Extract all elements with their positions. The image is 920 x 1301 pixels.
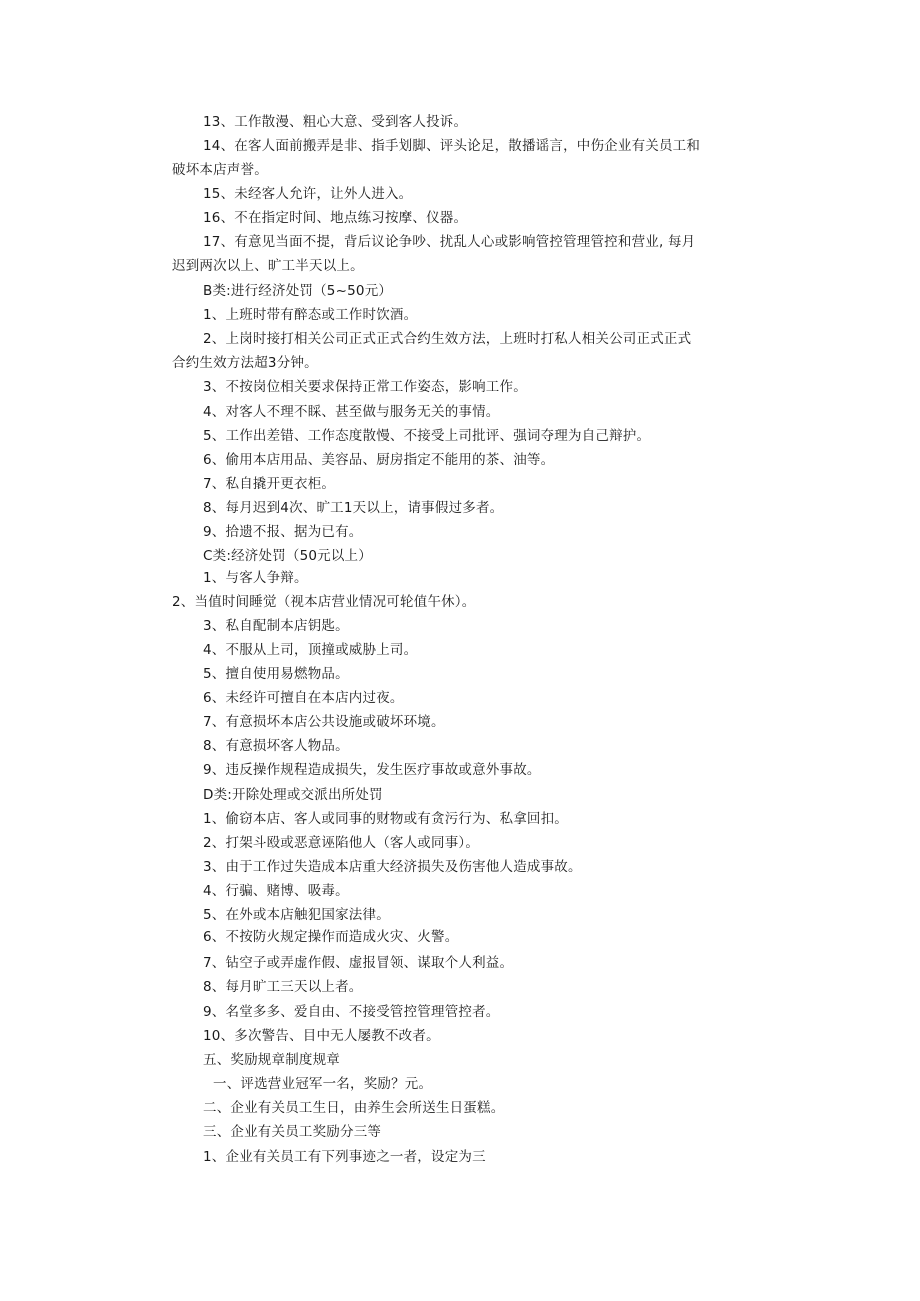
section-heading-c: C类:经济处罚（50元以上） [203,548,372,564]
list-item: 3、私自配制本店钥匙。 [203,618,349,634]
paragraph-line: 14、在客人面前搬弄是非、指手划脚、评头论足，散播谣言，中伤企业有关员工和 [203,138,701,154]
paragraph-line: 16、不在指定时间、地点练习按摩、仪器。 [203,210,468,226]
list-item-continuation: 合约生效方法超3分钟。 [172,355,318,371]
paragraph-line: 15、未经客人允许，让外人进入。 [203,186,413,202]
list-item: 4、不服从上司，顶撞或威胁上司。 [203,642,418,658]
list-item: 9、违反操作规程造成损失，发生医疗事故或意外事故。 [203,762,541,778]
list-item: 6、偷用本店用品、美容品、厨房指定不能用的茶、油等。 [203,452,555,468]
list-item: 2、上岗时接打相关公司正式正式合约生效方法，上班时打私人相关公司正式正式 [203,331,692,347]
list-item: 9、拾遗不报、据为已有。 [203,524,363,540]
list-item: 三、企业有关员工奖励分三等 [203,1124,382,1140]
list-item: 8、每月迟到4次、旷工1天以上，请事假过多者。 [203,500,504,516]
list-item: 2、打架斗殴或恶意诬陷他人（客人或同事）。 [203,835,480,851]
list-item: 4、对客人不理不睬、甚至做与服务无关的事情。 [203,404,500,420]
paragraph-line: 破坏本店声誉。 [172,162,268,178]
list-item: 7、私自撬开更衣柜。 [203,476,336,492]
list-item: 3、不按岗位相关要求保持正常工作姿态，影响工作。 [203,379,527,395]
list-item: 1、与客人争辩。 [203,570,308,586]
list-item: 一、评选营业冠军一名，奖励？元。 [213,1076,433,1092]
list-item: 2、当值时间睡觉（视本店营业情况可轮值午休）。 [172,594,476,610]
list-item: 6、不按防火规定操作而造成火灾、火警。 [203,929,459,945]
list-item: 5、工作出差错、工作态度散慢、不接受上司批评、强词夺理为自己辩护。 [203,428,651,444]
list-item: 4、行骗、赌博、吸毒。 [203,883,349,899]
list-item: 7、钻空子或弄虚作假、虚报冒领、谋取个人利益。 [203,955,514,971]
list-item: 二、企业有关员工生日，由养生会所送生日蛋糕。 [203,1100,505,1116]
paragraph-line: 17、有意见当面不提，背后议论争吵、扰乱人心或影响管控管理管控和营业, 每月 [203,234,696,250]
list-item: 3、由于工作过失造成本店重大经济损失及伤害他人造成事故。 [203,859,582,875]
section-heading-b: B类:进行经济处罚（5~50元） [203,283,393,299]
list-item: 7、有意损坏本店公共设施或破坏环境。 [203,714,445,730]
list-item: 8、有意损坏客人物品。 [203,738,349,754]
list-item: 6、未经许可擅自在本店内过夜。 [203,690,404,706]
section-heading-d: D类:开除处理或交派出所处罚 [203,787,383,803]
list-item: 10、多次警告、目中无人屡教不改者。 [203,1028,440,1044]
list-item: 9、名堂多多、爱自由、不接受管控管理管控者。 [203,1004,500,1020]
list-item: 5、擅自使用易燃物品。 [203,666,349,682]
paragraph-line: 迟到两次以上、旷工半天以上。 [172,258,364,274]
paragraph-line: 13、工作散漫、粗心大意、受到客人投诉。 [203,114,468,130]
list-item: 5、在外或本店触犯国家法律。 [203,907,390,923]
list-item: 1、偷窃本店、客人或同事的财物或有贪污行为、私拿回扣。 [203,811,568,827]
section-heading-rewards: 五、奖励规章制度规章 [203,1052,340,1068]
list-item: 8、每月旷工三天以上者。 [203,979,363,995]
list-item: 1、上班时带有醉态或工作时饮酒。 [203,307,418,323]
list-item: 1、企业有关员工有下列事迹之一者，设定为三 [203,1149,486,1165]
